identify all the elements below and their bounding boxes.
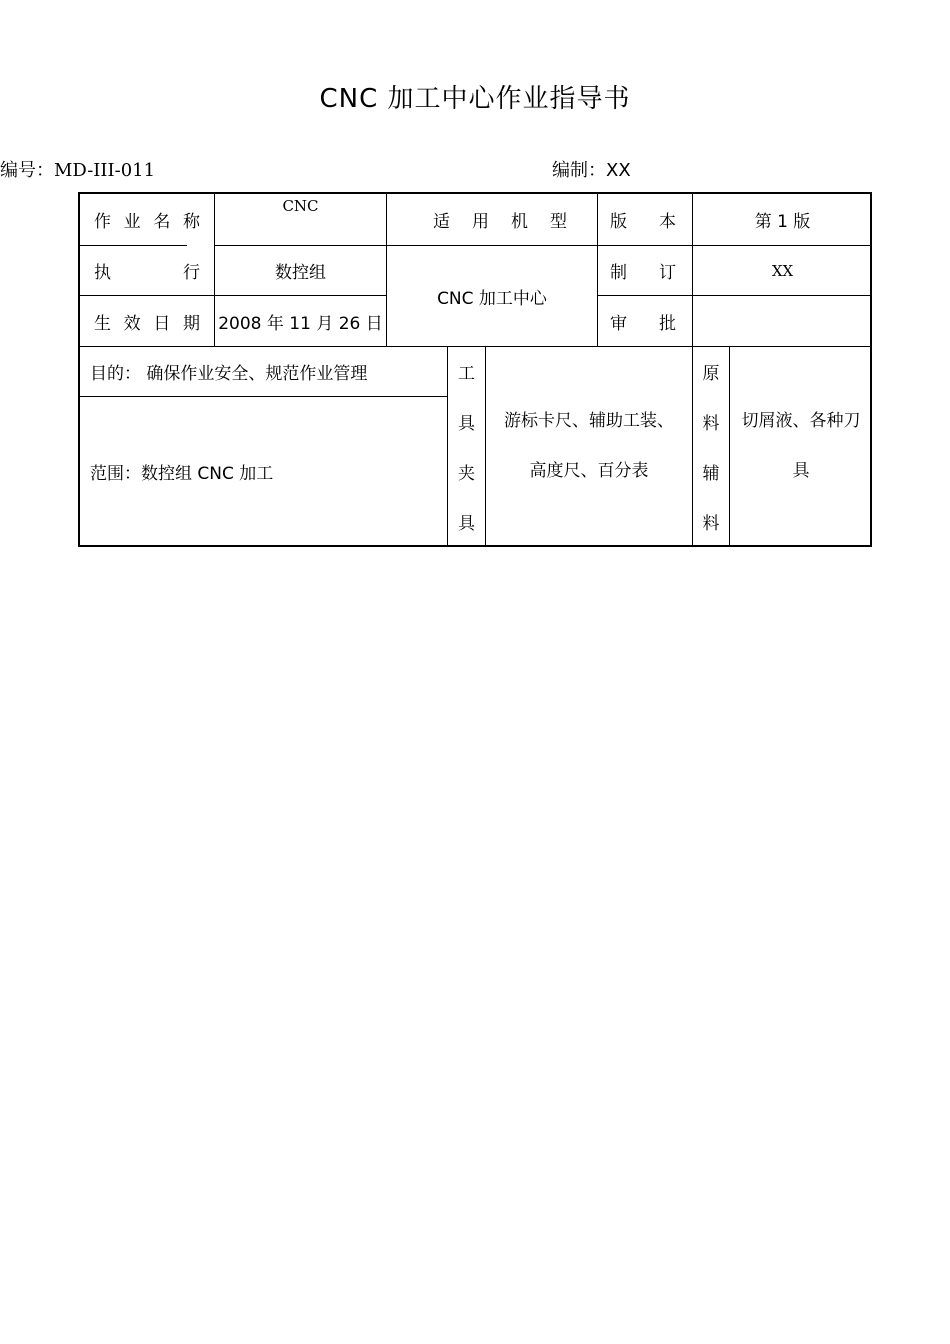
author-label: 编制： — [552, 160, 606, 181]
revise-label: 制 订 — [610, 263, 676, 283]
approve-label: 审 批 — [610, 313, 676, 334]
model-label: 适 用 机 型 — [433, 212, 567, 232]
code-value: MD-III-011 — [54, 160, 156, 181]
document-title: CNC 加工中心作业指导书 — [319, 84, 631, 114]
document-author — [552, 156, 631, 182]
code-label: 编号： — [0, 160, 54, 181]
scope-text: 范围：数控组 CNC 加工 — [90, 464, 274, 484]
job-name-label: 作 业 名 称 — [94, 212, 200, 232]
fixture-list: 游标卡尺、辅助工装、 高度尺、百分表 — [504, 411, 674, 481]
author-value: XX — [606, 160, 631, 181]
revise-value: XX — [771, 261, 794, 280]
purpose-text: 目的： 确保作业安全、规范作业管理 — [90, 364, 368, 384]
instruction-table — [78, 192, 872, 547]
model-value: CNC 加工中心 — [437, 288, 547, 309]
effective-value: 2008 年 11 月 26 日 — [218, 313, 383, 334]
effective-label: 生 效 日 期 — [94, 313, 200, 334]
material-list: 切屑液、各种刀 具 — [741, 411, 861, 481]
exec-label: 执 行 — [94, 263, 200, 283]
exec-value: 数控组 — [275, 263, 326, 283]
version-label: 版 本 — [610, 212, 676, 232]
material-label: 原 料 辅 料 — [702, 363, 720, 534]
job-name-value: CNC — [282, 197, 319, 215]
document-code — [0, 156, 155, 182]
version-value: 第 1 版 — [754, 212, 811, 232]
fixture-label: 工 具 夹 具 — [458, 363, 475, 534]
approve-value — [693, 296, 872, 346]
